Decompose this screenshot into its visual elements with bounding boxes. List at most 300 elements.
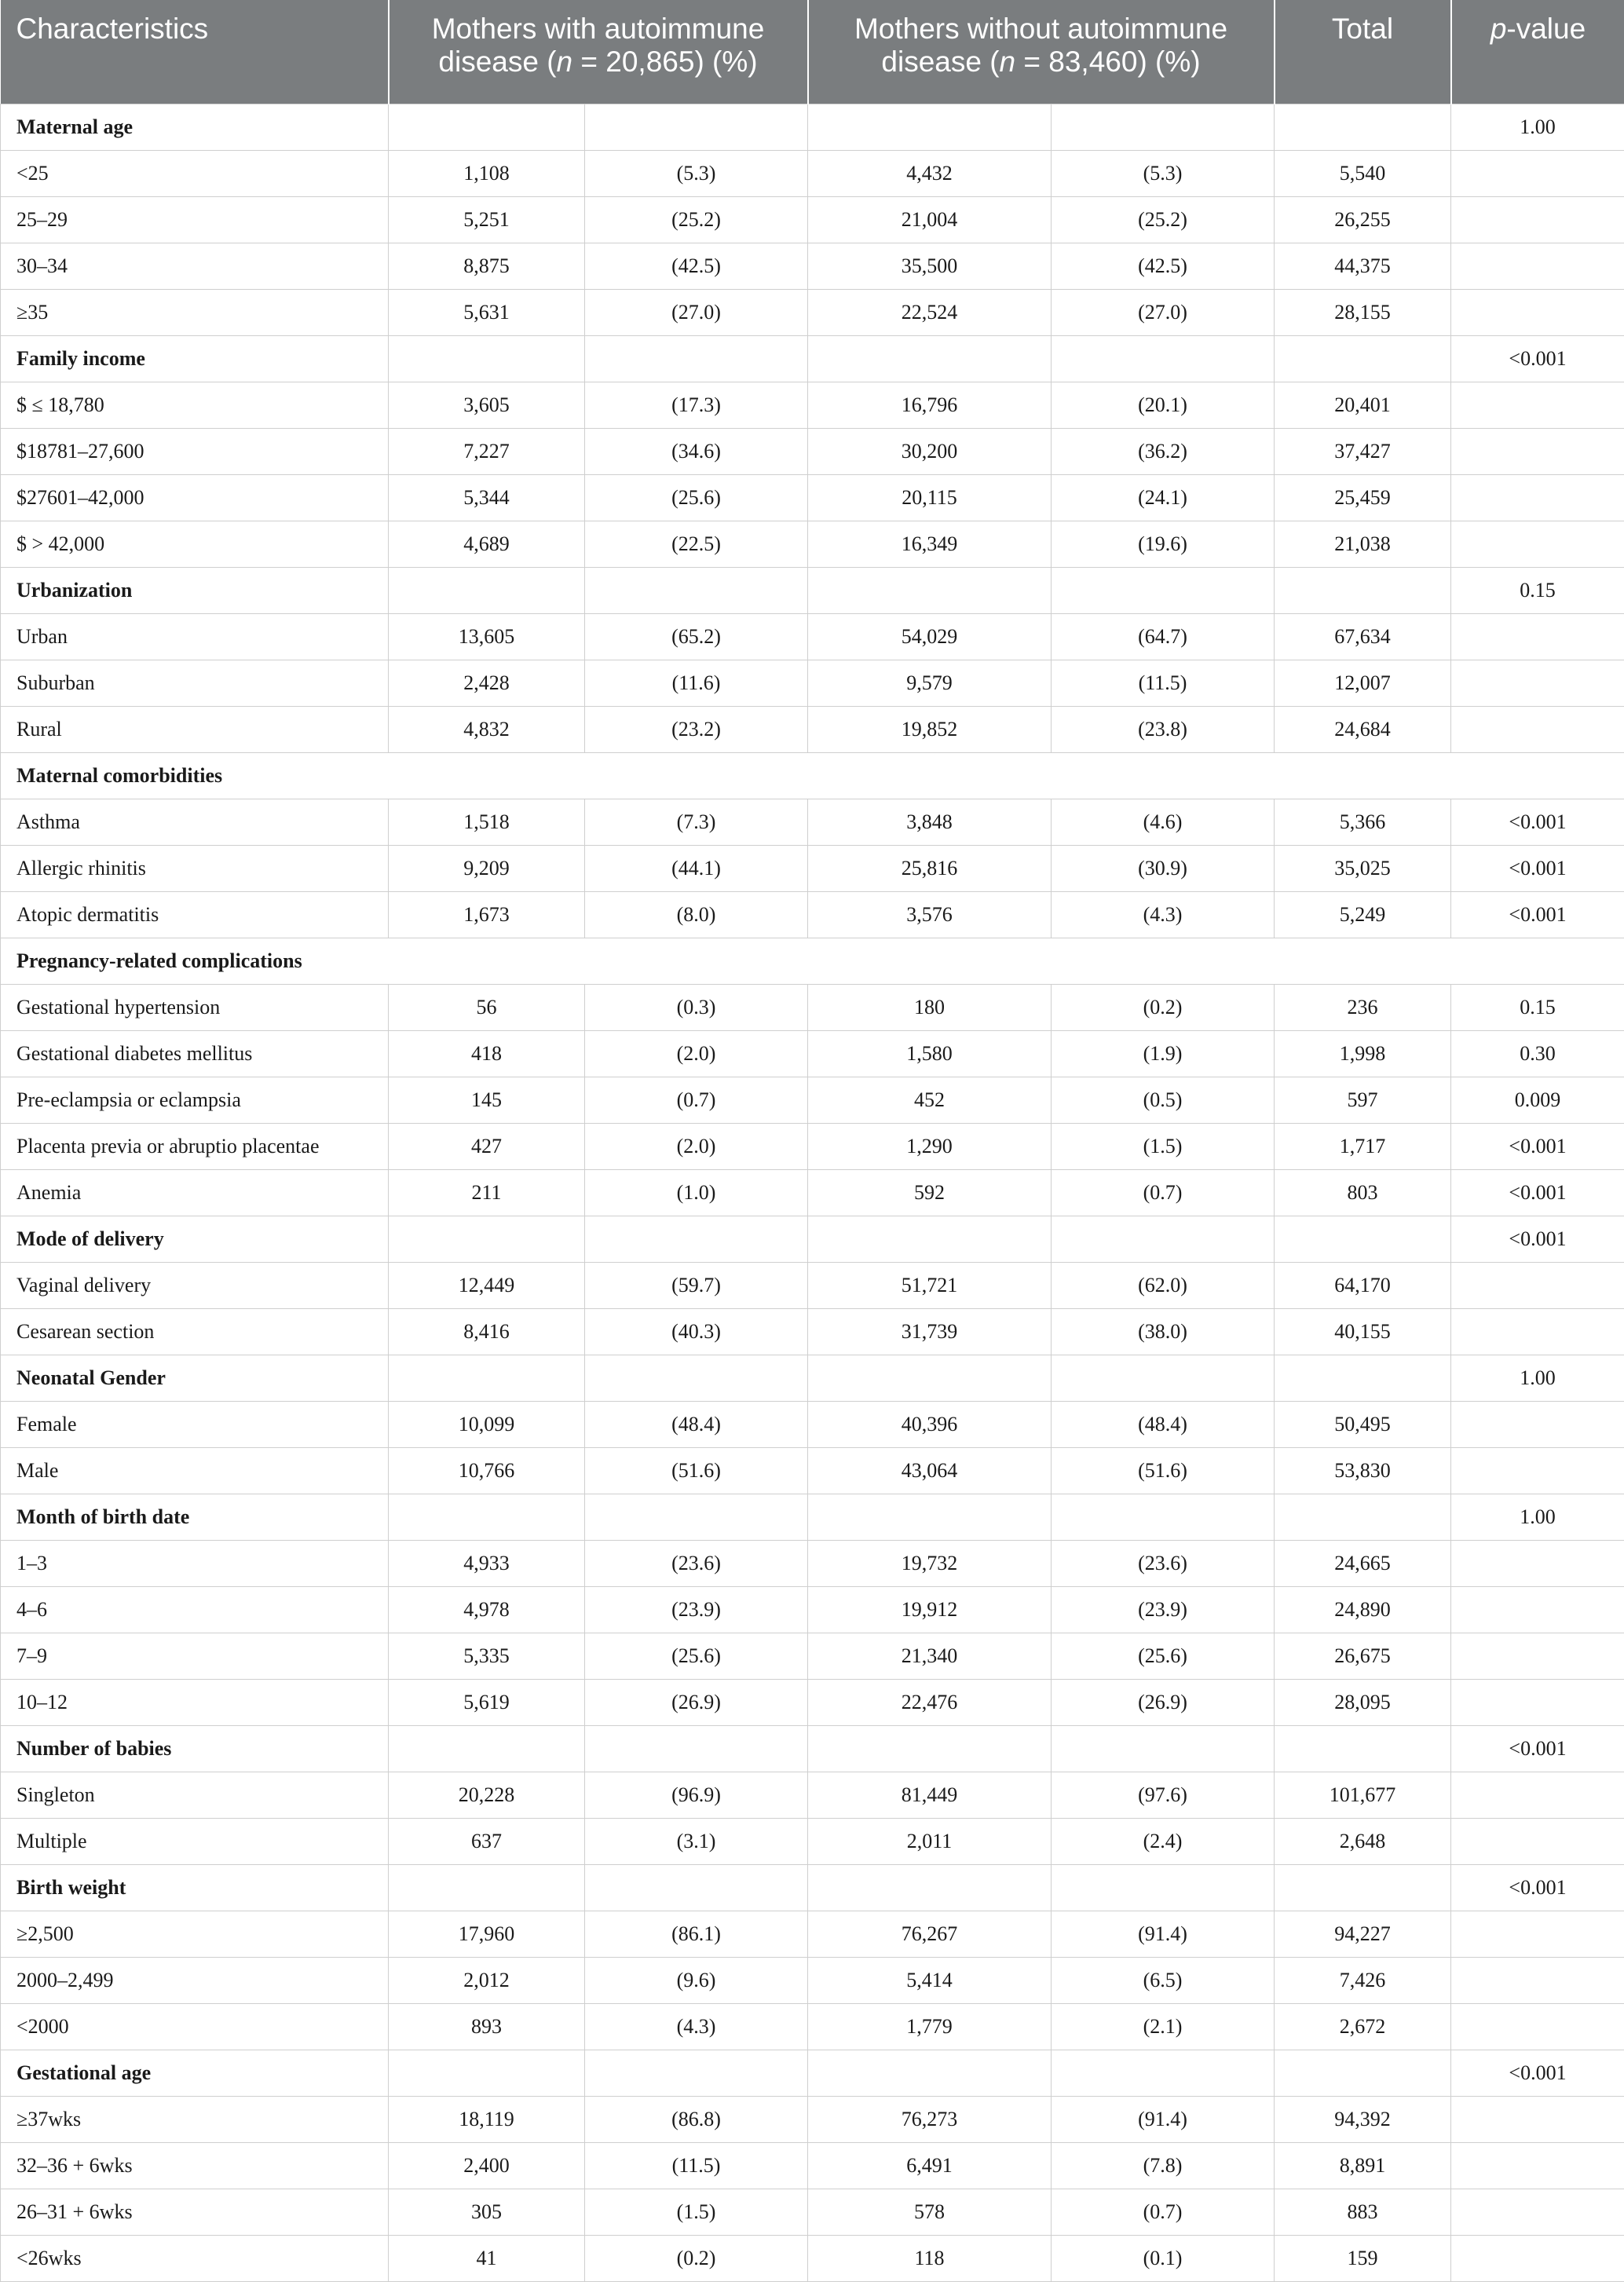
with-count: 10,099 xyxy=(389,1401,585,1447)
p-value: <0.001 xyxy=(1451,1864,1624,1911)
total-count: 44,375 xyxy=(1275,243,1451,289)
row-label: Atopic dermatitis xyxy=(1,891,389,938)
without-count: 40,396 xyxy=(808,1401,1052,1447)
with-count: 893 xyxy=(389,2003,585,2050)
p-value: <0.001 xyxy=(1451,845,1624,891)
section-row xyxy=(1,1494,1624,1540)
without-count: 452 xyxy=(808,1077,1052,1123)
without-percent xyxy=(1052,1216,1275,1262)
table-row xyxy=(1,428,1624,474)
without-percent: (4.6) xyxy=(1052,799,1275,845)
without-count: 25,816 xyxy=(808,845,1052,891)
table-row xyxy=(1,1030,1624,1077)
with-count: 145 xyxy=(389,1077,585,1123)
without-percent: (20.1) xyxy=(1052,382,1275,428)
with-count: 5,631 xyxy=(389,289,585,335)
without-count xyxy=(808,335,1052,382)
without-percent: (30.9) xyxy=(1052,845,1275,891)
without-count: 51,721 xyxy=(808,1262,1052,1308)
with-percent: (96.9) xyxy=(585,1772,808,1818)
total-count: 28,155 xyxy=(1275,289,1451,335)
total-count xyxy=(1275,1494,1451,1540)
p-value xyxy=(1451,1540,1624,1586)
row-label: Asthma xyxy=(1,799,389,845)
total-count: 28,095 xyxy=(1275,1679,1451,1725)
p-value: 1.00 xyxy=(1451,104,1624,150)
with-percent: (11.5) xyxy=(585,2142,808,2189)
p-value xyxy=(1451,613,1624,660)
p-value: <0.001 xyxy=(1451,1169,1624,1216)
without-percent: (7.8) xyxy=(1052,2142,1275,2189)
without-percent: (24.1) xyxy=(1052,474,1275,521)
with-percent: (0.7) xyxy=(585,1077,808,1123)
row-label: $18781–27,600 xyxy=(1,428,389,474)
with-percent: (25.6) xyxy=(585,1633,808,1679)
section-label: Pregnancy-related complications xyxy=(1,938,1624,984)
without-percent: (23.9) xyxy=(1052,1586,1275,1633)
with-percent: (9.6) xyxy=(585,1957,808,2003)
p-value xyxy=(1451,196,1624,243)
table-row xyxy=(1,2235,1624,2281)
with-percent xyxy=(585,1355,808,1401)
with-percent: (86.8) xyxy=(585,2096,808,2142)
with-count: 41 xyxy=(389,2235,585,2281)
with-count xyxy=(389,335,585,382)
section-row xyxy=(1,752,1624,799)
row-label: ≥37wks xyxy=(1,2096,389,2142)
with-percent: (40.3) xyxy=(585,1308,808,1355)
with-percent: (23.2) xyxy=(585,706,808,752)
without-percent: (0.1) xyxy=(1052,2235,1275,2281)
with-count: 4,933 xyxy=(389,1540,585,1586)
p-value xyxy=(1451,2142,1624,2189)
with-percent: (65.2) xyxy=(585,613,808,660)
section-label: Number of babies xyxy=(1,1725,389,1772)
with-percent: (59.7) xyxy=(585,1262,808,1308)
total-count: 159 xyxy=(1275,2235,1451,2281)
without-percent: (27.0) xyxy=(1052,289,1275,335)
without-count: 1,779 xyxy=(808,2003,1052,2050)
with-percent xyxy=(585,1216,808,1262)
table-row xyxy=(1,1077,1624,1123)
without-count: 35,500 xyxy=(808,243,1052,289)
row-label: Female xyxy=(1,1401,389,1447)
row-label: <2000 xyxy=(1,2003,389,2050)
p-value xyxy=(1451,1679,1624,1725)
without-count xyxy=(808,1494,1052,1540)
with-percent: (5.3) xyxy=(585,150,808,196)
with-count: 1,518 xyxy=(389,799,585,845)
with-count: 18,119 xyxy=(389,2096,585,2142)
without-percent: (64.7) xyxy=(1052,613,1275,660)
without-count: 5,414 xyxy=(808,1957,1052,2003)
without-percent xyxy=(1052,1725,1275,1772)
total-count xyxy=(1275,567,1451,613)
total-count: 1,998 xyxy=(1275,1030,1451,1077)
with-count xyxy=(389,1725,585,1772)
without-count xyxy=(808,1355,1052,1401)
row-label: ≥2,500 xyxy=(1,1911,389,1957)
without-percent: (23.6) xyxy=(1052,1540,1275,1586)
total-count: 12,007 xyxy=(1275,660,1451,706)
without-count: 81,449 xyxy=(808,1772,1052,1818)
with-percent: (8.0) xyxy=(585,891,808,938)
without-percent: (97.6) xyxy=(1052,1772,1275,1818)
with-count: 5,251 xyxy=(389,196,585,243)
with-count: 8,875 xyxy=(389,243,585,289)
with-percent: (2.0) xyxy=(585,1123,808,1169)
total-count xyxy=(1275,1216,1451,1262)
p-value xyxy=(1451,382,1624,428)
without-count: 4,432 xyxy=(808,150,1052,196)
without-percent: (23.8) xyxy=(1052,706,1275,752)
total-count: 24,890 xyxy=(1275,1586,1451,1633)
table-row xyxy=(1,2003,1624,2050)
with-count: 418 xyxy=(389,1030,585,1077)
p-value xyxy=(1451,660,1624,706)
without-percent xyxy=(1052,1355,1275,1401)
total-count: 53,830 xyxy=(1275,1447,1451,1494)
with-count: 211 xyxy=(389,1169,585,1216)
with-count xyxy=(389,567,585,613)
with-percent xyxy=(585,1725,808,1772)
without-percent: (5.3) xyxy=(1052,150,1275,196)
without-count: 578 xyxy=(808,2189,1052,2235)
p-value xyxy=(1451,150,1624,196)
total-count: 2,672 xyxy=(1275,2003,1451,2050)
with-percent: (26.9) xyxy=(585,1679,808,1725)
with-count: 20,228 xyxy=(389,1772,585,1818)
with-count: 8,416 xyxy=(389,1308,585,1355)
without-count: 21,340 xyxy=(808,1633,1052,1679)
without-percent: (0.5) xyxy=(1052,1077,1275,1123)
with-count: 5,335 xyxy=(389,1633,585,1679)
row-label: Rural xyxy=(1,706,389,752)
without-count: 118 xyxy=(808,2235,1052,2281)
p-value: <0.001 xyxy=(1451,1216,1624,1262)
with-percent xyxy=(585,567,808,613)
row-label: Pre-eclampsia or eclampsia xyxy=(1,1077,389,1123)
p-value: <0.001 xyxy=(1451,2050,1624,2096)
row-label: Allergic rhinitis xyxy=(1,845,389,891)
row-label: 1–3 xyxy=(1,1540,389,1586)
without-percent: (19.6) xyxy=(1052,521,1275,567)
p-value xyxy=(1451,1633,1624,1679)
with-percent: (11.6) xyxy=(585,660,808,706)
section-label: Mode of delivery xyxy=(1,1216,389,1262)
with-percent xyxy=(585,335,808,382)
with-percent xyxy=(585,104,808,150)
without-count: 19,732 xyxy=(808,1540,1052,1586)
row-label: 7–9 xyxy=(1,1633,389,1679)
header-characteristics: Characteristics xyxy=(1,0,389,104)
without-count: 43,064 xyxy=(808,1447,1052,1494)
with-count: 4,689 xyxy=(389,521,585,567)
table-row xyxy=(1,1679,1624,1725)
with-count xyxy=(389,1216,585,1262)
table-row xyxy=(1,2142,1624,2189)
section-label: Birth weight xyxy=(1,1864,389,1911)
total-count: 2,648 xyxy=(1275,1818,1451,1864)
header-total: Total xyxy=(1275,0,1451,104)
without-count: 19,912 xyxy=(808,1586,1052,1633)
row-label: $27601–42,000 xyxy=(1,474,389,521)
total-count: 5,249 xyxy=(1275,891,1451,938)
without-percent: (4.3) xyxy=(1052,891,1275,938)
without-count: 76,267 xyxy=(808,1911,1052,1957)
without-count: 76,273 xyxy=(808,2096,1052,2142)
total-count: 37,427 xyxy=(1275,428,1451,474)
total-count: 25,459 xyxy=(1275,474,1451,521)
p-value xyxy=(1451,2003,1624,2050)
table-row xyxy=(1,1957,1624,2003)
without-percent xyxy=(1052,1864,1275,1911)
section-row xyxy=(1,2050,1624,2096)
with-percent: (27.0) xyxy=(585,289,808,335)
without-percent xyxy=(1052,2050,1275,2096)
with-percent: (17.3) xyxy=(585,382,808,428)
row-label: Male xyxy=(1,1447,389,1494)
with-count: 305 xyxy=(389,2189,585,2235)
row-label: Singleton xyxy=(1,1772,389,1818)
table-row xyxy=(1,1633,1624,1679)
p-value xyxy=(1451,1957,1624,2003)
with-count xyxy=(389,1494,585,1540)
without-percent: (91.4) xyxy=(1052,1911,1275,1957)
p-value xyxy=(1451,1447,1624,1494)
without-count: 21,004 xyxy=(808,196,1052,243)
table-row xyxy=(1,1540,1624,1586)
p-value xyxy=(1451,1818,1624,1864)
p-value: 0.15 xyxy=(1451,984,1624,1030)
without-count: 54,029 xyxy=(808,613,1052,660)
without-count: 30,200 xyxy=(808,428,1052,474)
with-percent xyxy=(585,1864,808,1911)
table-row xyxy=(1,289,1624,335)
total-count: 50,495 xyxy=(1275,1401,1451,1447)
header-mothers-with: Mothers with autoimmune disease (n = 20,865) (%) xyxy=(389,0,808,104)
table-row xyxy=(1,1586,1624,1633)
without-count: 6,491 xyxy=(808,2142,1052,2189)
without-count xyxy=(808,2050,1052,2096)
total-count xyxy=(1275,104,1451,150)
total-count xyxy=(1275,1355,1451,1401)
total-count xyxy=(1275,1864,1451,1911)
p-value: 0.009 xyxy=(1451,1077,1624,1123)
table-row xyxy=(1,613,1624,660)
section-row xyxy=(1,335,1624,382)
p-value xyxy=(1451,474,1624,521)
total-count: 26,255 xyxy=(1275,196,1451,243)
section-label: Month of birth date xyxy=(1,1494,389,1540)
p-value xyxy=(1451,1911,1624,1957)
without-count: 2,011 xyxy=(808,1818,1052,1864)
with-count: 13,605 xyxy=(389,613,585,660)
table-row xyxy=(1,706,1624,752)
table-row xyxy=(1,1911,1624,1957)
row-label: ≥35 xyxy=(1,289,389,335)
row-label: <26wks xyxy=(1,2235,389,2281)
table-row xyxy=(1,1123,1624,1169)
total-count: 21,038 xyxy=(1275,521,1451,567)
total-count: 7,426 xyxy=(1275,1957,1451,2003)
row-label: 10–12 xyxy=(1,1679,389,1725)
total-count: 8,891 xyxy=(1275,2142,1451,2189)
total-count: 24,684 xyxy=(1275,706,1451,752)
with-percent: (3.1) xyxy=(585,1818,808,1864)
table-row xyxy=(1,521,1624,567)
without-count: 16,796 xyxy=(808,382,1052,428)
table-row xyxy=(1,150,1624,196)
without-count xyxy=(808,1216,1052,1262)
p-value: <0.001 xyxy=(1451,891,1624,938)
without-percent: (0.7) xyxy=(1052,2189,1275,2235)
header-row xyxy=(1,0,1624,104)
with-percent: (42.5) xyxy=(585,243,808,289)
table-row xyxy=(1,1401,1624,1447)
table-row xyxy=(1,382,1624,428)
with-count: 2,400 xyxy=(389,2142,585,2189)
p-value xyxy=(1451,1586,1624,1633)
table-row xyxy=(1,196,1624,243)
with-percent: (25.6) xyxy=(585,474,808,521)
without-percent: (25.6) xyxy=(1052,1633,1275,1679)
total-count: 883 xyxy=(1275,2189,1451,2235)
p-value xyxy=(1451,2235,1624,2281)
table-row xyxy=(1,1169,1624,1216)
section-label: Family income xyxy=(1,335,389,382)
total-count: 35,025 xyxy=(1275,845,1451,891)
p-value: <0.001 xyxy=(1451,799,1624,845)
with-percent: (1.0) xyxy=(585,1169,808,1216)
with-count: 17,960 xyxy=(389,1911,585,1957)
total-count xyxy=(1275,1725,1451,1772)
total-count: 236 xyxy=(1275,984,1451,1030)
p-value xyxy=(1451,1262,1624,1308)
section-row xyxy=(1,1216,1624,1262)
without-count: 9,579 xyxy=(808,660,1052,706)
without-percent: (48.4) xyxy=(1052,1401,1275,1447)
with-count: 1,673 xyxy=(389,891,585,938)
section-label: Neonatal Gender xyxy=(1,1355,389,1401)
table-row xyxy=(1,2189,1624,2235)
table-row xyxy=(1,474,1624,521)
with-count: 1,108 xyxy=(389,150,585,196)
table-row xyxy=(1,243,1624,289)
row-label: <25 xyxy=(1,150,389,196)
without-count xyxy=(808,567,1052,613)
p-value: 0.30 xyxy=(1451,1030,1624,1077)
p-value xyxy=(1451,2096,1624,2142)
table-row xyxy=(1,845,1624,891)
without-count: 3,848 xyxy=(808,799,1052,845)
with-count: 4,832 xyxy=(389,706,585,752)
without-count: 3,576 xyxy=(808,891,1052,938)
row-label: $ ≤ 18,780 xyxy=(1,382,389,428)
section-row xyxy=(1,567,1624,613)
total-count: 94,227 xyxy=(1275,1911,1451,1957)
with-percent: (44.1) xyxy=(585,845,808,891)
p-value: <0.001 xyxy=(1451,1725,1624,1772)
without-count: 20,115 xyxy=(808,474,1052,521)
without-count xyxy=(808,1725,1052,1772)
table-row xyxy=(1,1447,1624,1494)
with-percent: (23.9) xyxy=(585,1586,808,1633)
with-count xyxy=(389,1355,585,1401)
without-count: 592 xyxy=(808,1169,1052,1216)
header-p-value: p-value xyxy=(1451,0,1624,104)
total-count: 597 xyxy=(1275,1077,1451,1123)
p-value xyxy=(1451,1401,1624,1447)
without-count: 1,580 xyxy=(808,1030,1052,1077)
table-row xyxy=(1,1818,1624,1864)
without-percent: (62.0) xyxy=(1052,1262,1275,1308)
total-count: 24,665 xyxy=(1275,1540,1451,1586)
row-label: 2000–2,499 xyxy=(1,1957,389,2003)
with-percent: (0.2) xyxy=(585,2235,808,2281)
p-value xyxy=(1451,2189,1624,2235)
section-label: Gestational age xyxy=(1,2050,389,2096)
total-count: 1,717 xyxy=(1275,1123,1451,1169)
row-label: Multiple xyxy=(1,1818,389,1864)
without-count xyxy=(808,104,1052,150)
row-label: Gestational hypertension xyxy=(1,984,389,1030)
total-count xyxy=(1275,2050,1451,2096)
with-percent xyxy=(585,1494,808,1540)
total-count xyxy=(1275,335,1451,382)
with-percent: (4.3) xyxy=(585,2003,808,2050)
with-percent: (23.6) xyxy=(585,1540,808,1586)
without-count: 19,852 xyxy=(808,706,1052,752)
without-count xyxy=(808,1864,1052,1911)
with-percent: (25.2) xyxy=(585,196,808,243)
row-label: Placenta previa or abruptio placentae xyxy=(1,1123,389,1169)
without-count: 1,290 xyxy=(808,1123,1052,1169)
p-value xyxy=(1451,1772,1624,1818)
table-row xyxy=(1,891,1624,938)
total-count: 20,401 xyxy=(1275,382,1451,428)
total-count: 5,540 xyxy=(1275,150,1451,196)
with-count: 10,766 xyxy=(389,1447,585,1494)
without-percent: (0.2) xyxy=(1052,984,1275,1030)
without-percent: (11.5) xyxy=(1052,660,1275,706)
table-row xyxy=(1,1308,1624,1355)
total-count: 101,677 xyxy=(1275,1772,1451,1818)
without-percent: (51.6) xyxy=(1052,1447,1275,1494)
with-count: 2,428 xyxy=(389,660,585,706)
p-value xyxy=(1451,706,1624,752)
p-value: 1.00 xyxy=(1451,1355,1624,1401)
without-count: 31,739 xyxy=(808,1308,1052,1355)
without-percent: (25.2) xyxy=(1052,196,1275,243)
with-count: 2,012 xyxy=(389,1957,585,2003)
section-row xyxy=(1,104,1624,150)
with-count xyxy=(389,104,585,150)
with-percent: (0.3) xyxy=(585,984,808,1030)
header-mothers-without: Mothers without autoimmune disease (n = 83,460) (%) xyxy=(808,0,1275,104)
without-percent xyxy=(1052,567,1275,613)
with-count: 427 xyxy=(389,1123,585,1169)
total-count: 5,366 xyxy=(1275,799,1451,845)
row-label: 4–6 xyxy=(1,1586,389,1633)
p-value: 1.00 xyxy=(1451,1494,1624,1540)
without-percent xyxy=(1052,335,1275,382)
with-count: 7,227 xyxy=(389,428,585,474)
without-percent: (42.5) xyxy=(1052,243,1275,289)
row-label: Urban xyxy=(1,613,389,660)
with-count: 5,344 xyxy=(389,474,585,521)
p-value: <0.001 xyxy=(1451,335,1624,382)
